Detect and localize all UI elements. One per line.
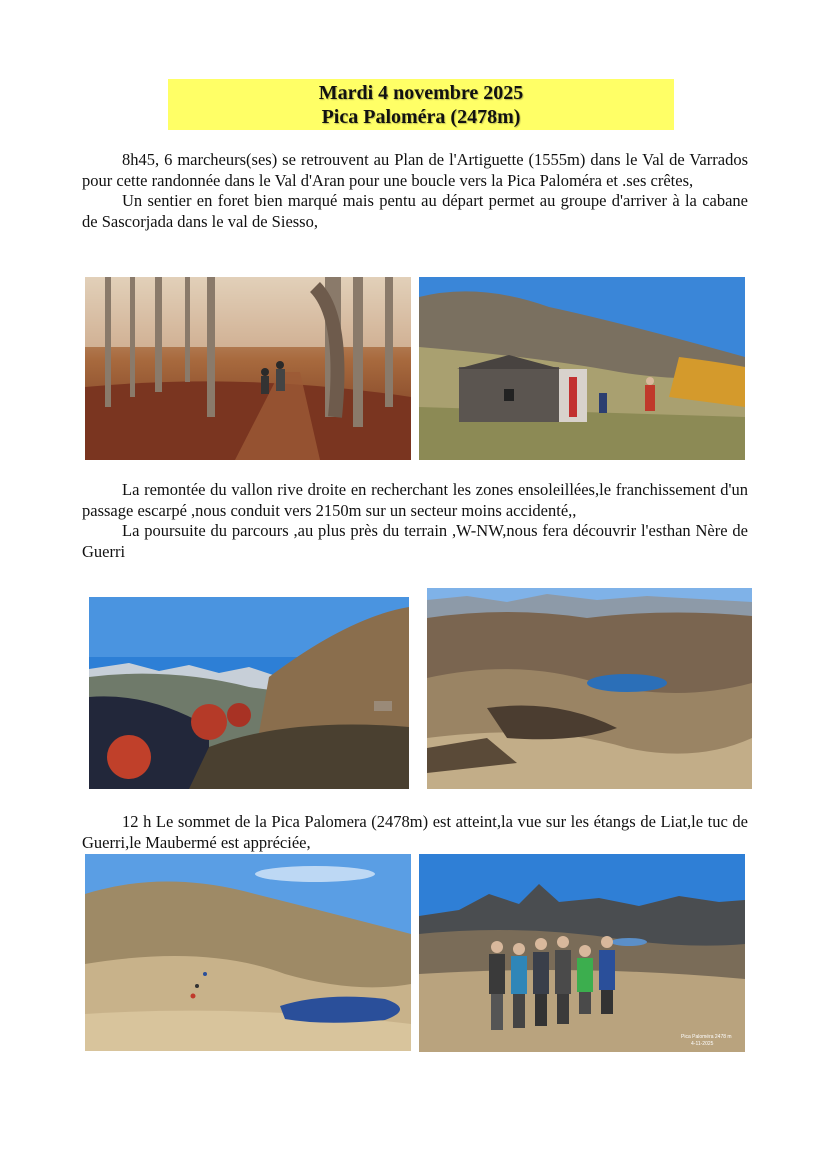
title-date: Mardi 4 novembre 2025 (318, 82, 524, 104)
photo-cabane (419, 277, 745, 460)
paragraph-summit: 12 h Le sommet de la Pica Palomera (2478m) est atteint,la vue sur les étangs de Liat,le tuc de Guerri,le Maubermé est appréciée, (82, 812, 748, 852)
summit-text (82, 812, 748, 853)
photo-valley-view (89, 597, 409, 789)
photo-forest-path (85, 277, 411, 460)
photo-watermark-date: 4-11-2025 (691, 1041, 714, 1047)
title-summit: Pica Paloméra (2478m) (321, 106, 521, 128)
photo-group-summit (419, 854, 745, 1052)
photo-ridge-lake (85, 854, 411, 1051)
paragraph-forest: Un sentier en foret bien marqué mais pentu au départ permet au groupe d'arriver à la cabane de Sascorjada dans le val de Siesso, (82, 191, 748, 231)
page-title (168, 79, 674, 130)
paragraph-start: 8h45, 6 marcheurs(ses) se retrouvent au Plan de l'Artiguette (1555m) dans le Val de Varrados pour cette randonnée dans le Val d'Aran pour une boucle vers la Pica Paloméra et .ses crêtes, (82, 150, 748, 190)
photo-lake-nere (427, 588, 752, 789)
ascent-text (82, 480, 748, 562)
paragraph-vallon: La remontée du vallon rive droite en recherchant les zones ensoleillées,le franchissement d'un passage escarpé ,nous conduit vers 2150m sur un secteur moins accidenté,, (82, 480, 748, 520)
photo-watermark-title: Pica Paloméra 2478 m (681, 1034, 732, 1040)
intro-text (82, 150, 748, 232)
paragraph-esthan: La poursuite du parcours ,au plus près du terrain ,W-NW,nous fera découvrir l'esthan Nère de Guerri (82, 521, 748, 561)
